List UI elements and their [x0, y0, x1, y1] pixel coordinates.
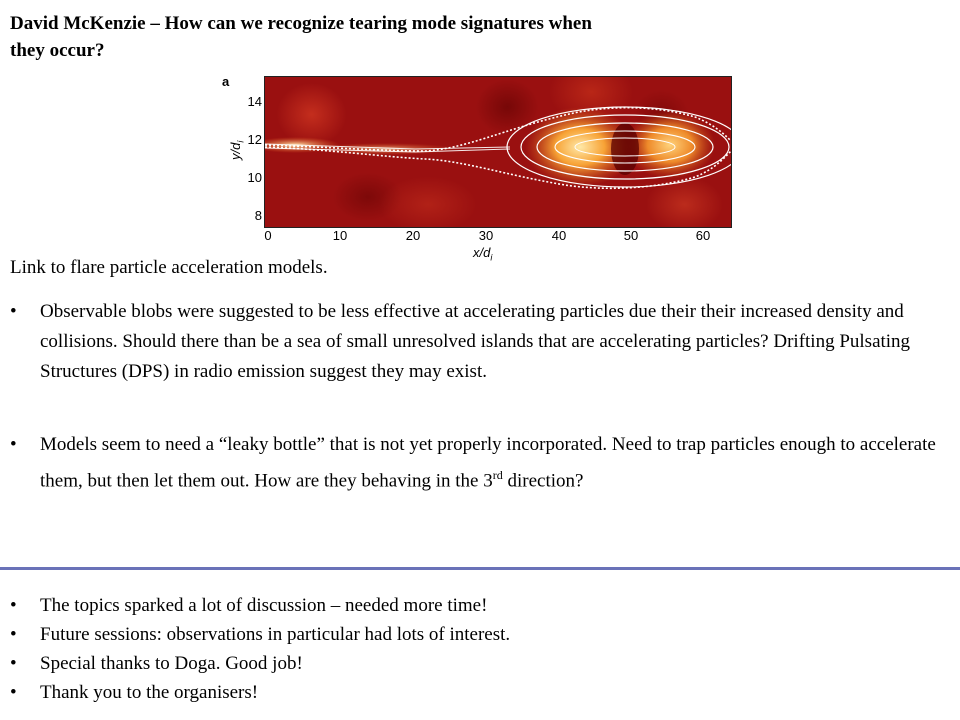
- summary-item: [10, 591, 945, 620]
- figure-panel-letter: a: [222, 74, 230, 89]
- bullet-symbol: •: [10, 624, 17, 645]
- summary-list: [10, 591, 945, 707]
- y-tick: 14: [247, 94, 262, 109]
- summary-text: Thank you to the organisers!: [40, 682, 259, 703]
- tearing-mode-figure: [218, 70, 732, 268]
- y-tick: 8: [254, 208, 262, 223]
- bullet-text: Models seem to need a “leaky bottle” that is not yet properly incorporated. Need to trap particles enough to accelerate them, but then let them out. How are they behaving in the 3: [40, 434, 936, 492]
- x-tick: 50: [623, 228, 639, 243]
- x-tick: 60: [695, 228, 711, 243]
- bullet-symbol: •: [10, 301, 17, 322]
- y-tick: 12: [247, 132, 262, 147]
- summary-text: Future sessions: observations in particular had lots of interest.: [40, 624, 511, 645]
- x-tick: 40: [551, 228, 567, 243]
- x-tick: 30: [478, 228, 494, 243]
- contour-overlay: [265, 77, 731, 227]
- bullet-superscript: rd: [492, 468, 503, 482]
- bullet-symbol: •: [10, 595, 17, 616]
- x-tick: 20: [405, 228, 421, 243]
- y-axis-label: $y/d_i$: [228, 140, 246, 160]
- y-tick: 10: [247, 170, 262, 185]
- summary-item: [10, 678, 945, 707]
- section-divider: [0, 567, 960, 570]
- summary-text: The topics sparked a lot of discussion – needed more time!: [40, 595, 488, 616]
- bullet-text-tail: direction?: [502, 470, 584, 492]
- slide-title: David McKenzie – How can we recognize tearing mode signatures when they occur?: [10, 13, 592, 61]
- bullet-item: [10, 297, 945, 387]
- x-tick: 0: [264, 228, 272, 243]
- bullet-text: Observable blobs were suggested to be less effective at accelerating particles due their their increased density and collisions. Should there than be a sea of small unresolved islands that are accelerating particles? Drifting Pulsating Structures (DPS) in radio emission suggest they may exist.: [40, 301, 911, 382]
- bullet-symbol: •: [10, 653, 17, 674]
- heatmap-plot: [264, 76, 732, 228]
- bullet-symbol: •: [10, 434, 17, 455]
- intro-line: Link to flare particle acceleration models.: [10, 257, 328, 278]
- bullet-item: [10, 430, 945, 496]
- bullet-symbol: •: [10, 682, 17, 703]
- summary-item: [10, 620, 945, 649]
- x-axis-label: $x/d_i$: [473, 245, 493, 263]
- x-tick: 10: [332, 228, 348, 243]
- summary-item: [10, 649, 945, 678]
- summary-text: Special thanks to Doga. Good job!: [40, 653, 303, 674]
